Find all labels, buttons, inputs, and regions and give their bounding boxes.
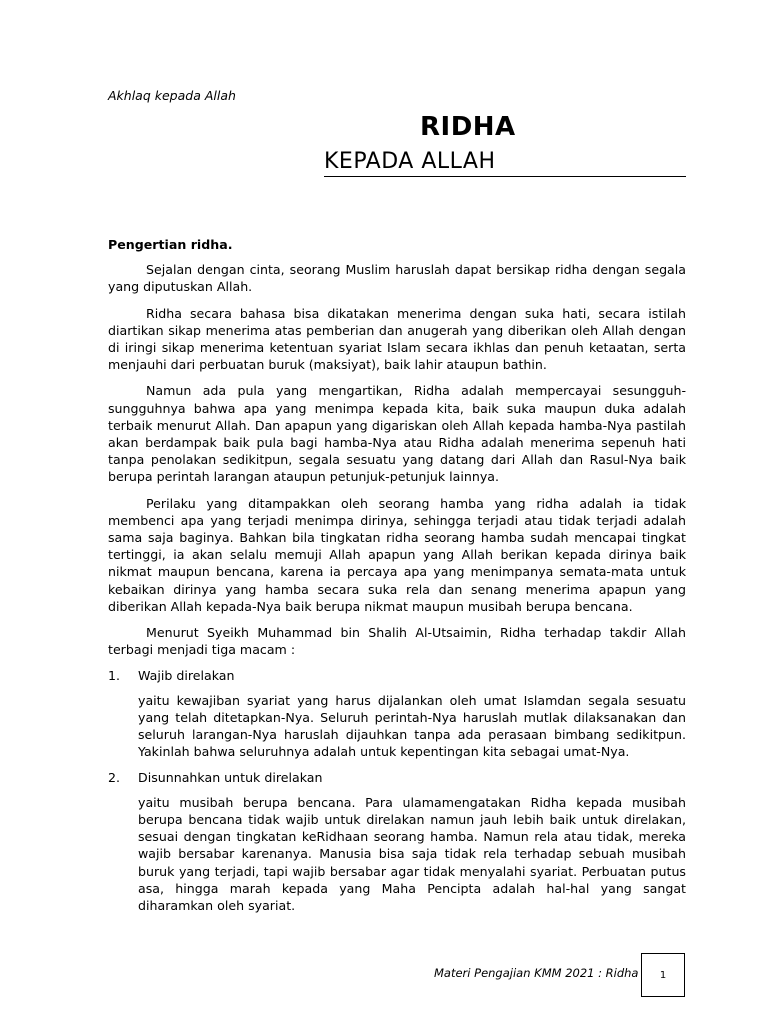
section-heading: Pengertian ridha. — [108, 237, 233, 252]
paragraph: Sejalan dengan cinta, seorang Muslim haruslah dapat bersikap ridha dengan segala yang diputuskan Allah. — [108, 262, 686, 295]
paragraph: Namun ada pula yang mengartikan, Ridha adalah mempercayai sesungguh-sungguhnya bahwa apa yang menimpa kepada kita, baik suka maupun duka adalah terbaik menurut Allah. Dan apapun yang digariskan oleh Allah kepada hamba-Nya pastilah akan berdampak baik pula bagi hamba-Nya atau Ridha adalah menerima sepenuh hati tanpa penolakan sedikitpun, segala sesuatu yang datang dari Allah dan Rasul-Nya baik berupa perintah larangan ataupun petunjuk-petunjuk lainnya. — [108, 383, 686, 485]
header-note: Akhlaq kepada Allah — [108, 88, 236, 103]
list-item-label: Disunnahkan untuk direlakan — [138, 770, 323, 786]
list-item — [108, 769, 686, 786]
page-subtitle: KEPADA ALLAH — [324, 148, 686, 177]
list-item-label: Wajib direlakan — [138, 668, 235, 684]
list-item — [108, 667, 686, 684]
footer-text: Materi Pengajian KMM 2021 : Ridha — [434, 966, 639, 980]
list-item-number: 1. — [108, 668, 121, 684]
page-number: 1 — [659, 969, 667, 981]
document-body — [108, 236, 686, 923]
paragraph: Ridha secara bahasa bisa dikatakan menerima dengan suka hati, secara istilah diartikan sikap menerima atas pemberian dan anugerah yang diberikan oleh Allah dengan di iringi sikap menerima ketentuan syariat Islam secara ikhlas dan penuh ketaatan, serta menjauhi dari perbuatan buruk (maksiyat), baik lahir ataupun bathin. — [108, 305, 686, 373]
page-title: RIDHA — [420, 112, 516, 142]
page-number-box — [641, 953, 685, 997]
list-item-text: yaitu musibah berupa bencana. Para ulamamengatakan Ridha kepada musibah berupa bencana tidak wajib untuk direlakan namun jauh lebih baik untuk direlakan, sesuai dengan tingkatan keRidhaan seorang hamba. Namun rela atau tidak, mereka wajib bersabar karenanya. Manusia bisa saja tidak rela terhadap sebuah musibah buruk yang terjadi, tapi wajib bersabar agar tidak menyalahi syariat. Perbuatan putus asa, hingga marah kepada yang Maha Pencipta adalah hal-hal yang sangat diharamkan oleh syariat. — [138, 794, 686, 913]
list-item-number: 2. — [108, 770, 121, 786]
list-item-text: yaitu kewajiban syariat yang harus dijalankan oleh umat Islamdan segala sesuatu yang telah ditetapkan-Nya. Seluruh perintah-Nya haruslah mutlak dilaksanakan dan seluruh larangan-Nya haruslah dijauhkan tanpa ada perasaan bimbang sedikitpun. Yakinlah bahwa seluruhnya adalah untuk kepentingan kita sebagai umat-Nya. — [138, 692, 686, 760]
paragraph: Menurut Syeikh Muhammad bin Shalih Al-Utsaimin, Ridha terhadap takdir Allah terbagi menjadi tiga macam : — [108, 625, 686, 658]
paragraph: Perilaku yang ditampakkan oleh seorang hamba yang ridha adalah ia tidak membenci apa yang terjadi menimpa dirinya, sehingga terjadi atau tidak terjadi adalah sama saja baginya. Bahkan bila tingkatan ridha seorang hamba sudah mencapai tingkat tertinggi, ia akan selalu memuji Allah apapun yang Allah berikan kepada dirinya baik nikmat maupun bencana, karena ia percaya apa yang menimpanya semata-mata untuk kebaikan dirinya yang hamba secara suka rela dan senang menerima apapun yang diberikan Allah kepada-Nya baik berupa nikmat maupun musibah berupa bencana. — [108, 495, 686, 614]
